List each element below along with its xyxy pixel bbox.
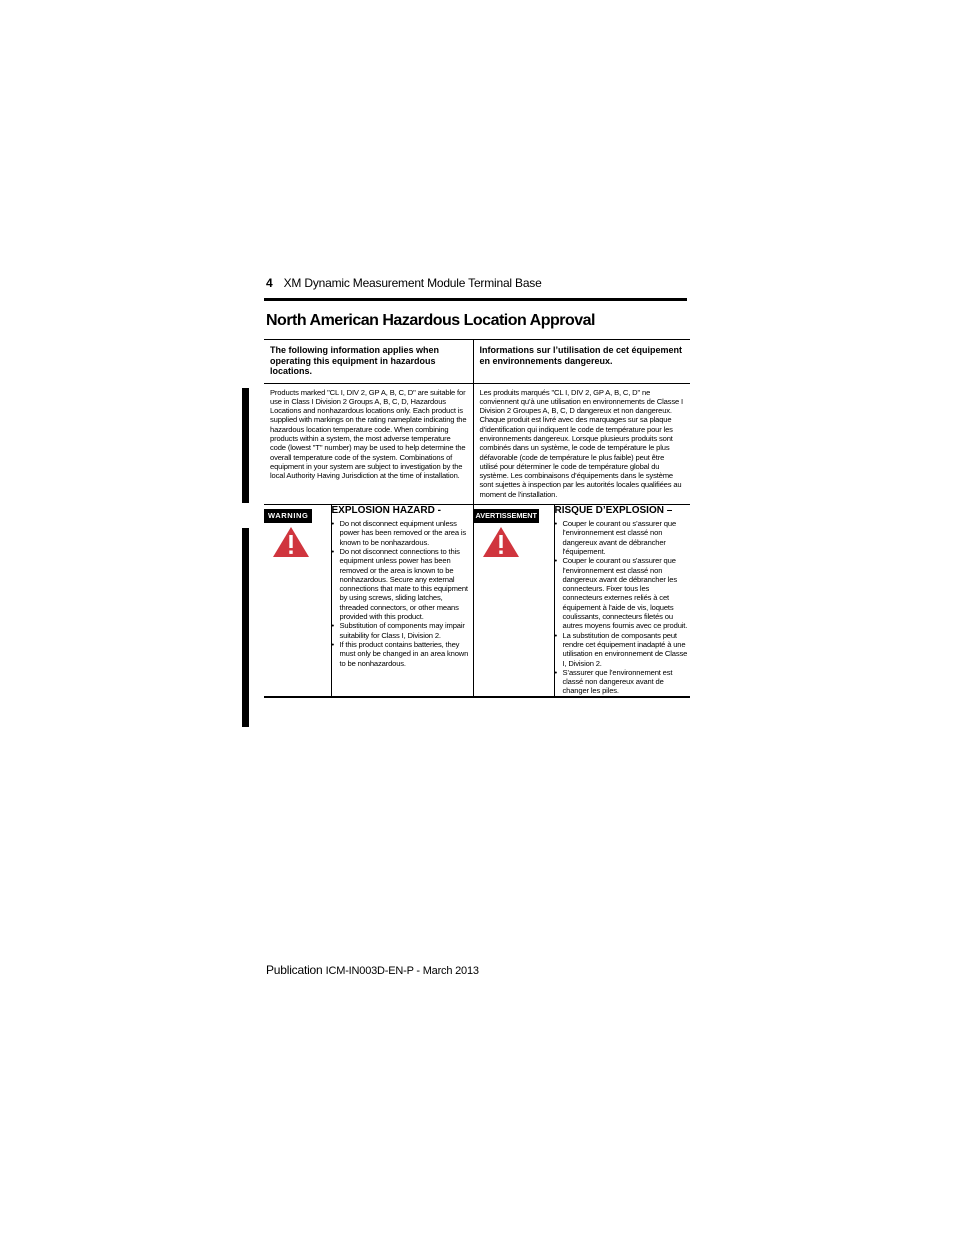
table-warning-row	[264, 505, 690, 697]
avertissement-badge: AVERTISSEMENT	[474, 509, 540, 523]
english-warning-text-cell	[331, 505, 473, 697]
header-rule	[264, 298, 687, 301]
english-warning-badge-cell	[264, 505, 331, 697]
french-warning-list	[555, 519, 691, 696]
warning-triangle-icon	[272, 526, 310, 558]
english-body-text: Products marked "CL I, DIV 2, GP A, B, C, D" are suitable for use in Class I Division 2 Groups A, B, C, D, Hazardous Locations and nonhazardous locations only. Each product is supplied with markings on the rating nameplate indicating the hazardous location temperature code. When combining products within a system, the most adverse temperature code (lowest "T" number) may be used to help determine the overall temperature code of the system. Combinations of equipment in your system are subject to investigation by the local Authority Having Jurisdiction at the time of installation.	[270, 387, 467, 481]
list-item: • Substitution of components may impair suitability for Class I, Division 2.	[332, 621, 473, 640]
french-warning-text-cell	[554, 505, 690, 697]
table-header-row	[264, 340, 690, 384]
risque-explosion-title: RISQUE D’EXPLOSION –	[554, 505, 673, 517]
french-lead-text: Informations sur l’utilisation de cet équipement en environnements dangereux.	[479, 345, 683, 366]
french-body-cell	[473, 383, 690, 505]
english-warning-list	[332, 519, 473, 668]
side-tab-marker-lower	[242, 528, 249, 727]
table-body-row	[264, 383, 690, 505]
publication-footer	[266, 963, 479, 977]
publication-code: ICM-IN003D-EN-P - March 2013	[325, 965, 479, 977]
publication-label: Publication	[266, 963, 323, 977]
section-title: North American Hazardous Location Approval	[266, 312, 595, 329]
side-tab-marker-upper	[242, 388, 249, 503]
list-item: • Couper le courant ou s’assurer que l’environnement est classé non dangereux avant de débrancher l'équipement.	[555, 519, 691, 556]
hazardous-location-table	[264, 339, 690, 698]
list-item: • Do not disconnect equipment unless power has been removed or the area is known to be nonhazardous.	[332, 519, 473, 547]
list-item: • Do not disconnect connections to this equipment unless power has been removed or the area is known to be nonhazardous. Secure any external connections that mate to this equipment by using screws, sliding latches, threaded connectors, or other means provided with this product.	[332, 547, 473, 621]
running-header	[266, 276, 686, 290]
list-item: • S’assurer que l’environnement est classé non dangereux avant de changer les piles.	[555, 668, 691, 696]
english-lead-text: The following information applies when operating this equipment in hazardous locations.	[270, 345, 440, 376]
english-lead-cell	[264, 340, 473, 384]
list-item: • Couper le courant ou s'assurer que l’environnement est classé non dangereux avant de débrancher les connecteurs. Fixer tous les connecteurs externes reliés à cet équipement à l'aide de vis, loquets coulissants, connecteurs filetés ou autres moyens fournis avec ce produit.	[555, 556, 691, 630]
english-body-cell	[264, 383, 473, 505]
page-number: 4	[266, 276, 273, 290]
french-warning-badge-cell	[473, 505, 554, 697]
list-item: • La substitution de composants peut rendre cet équipement inadapté à une utilisation en environnement de Classe I, Division 2.	[555, 631, 691, 668]
list-item: • If this product contains batteries, they must only be changed in an area known to be nonhazardous.	[332, 640, 473, 668]
french-body-text: Les produits marqués "CL I, DIV 2, GP A, B, C, D" ne conviennent qu’à une utilisation en environnements de Classe I Division 2 Groupes A, B, C, D dangereux et non dangereux. Chaque produit est livré avec des marquages sur sa plaque d’identification qui indiquent le code de température pour les environnements dangereux. Lorsque plusieurs produits sont combinés dans un système, le code de température le plus défavorable (code de température le plus faible) peut être utilisé pour déterminer le code de température global du système. Les combinaisons d’équipements dans le système sont sujettes à inspection par les autorités locales qualifiées au moment de l’installation.	[479, 387, 683, 499]
explosion-hazard-title: EXPLOSION HAZARD -	[331, 505, 441, 517]
warning-badge: WARNING	[264, 509, 312, 523]
warning-triangle-icon	[482, 526, 520, 558]
french-lead-cell	[473, 340, 690, 384]
running-title: XM Dynamic Measurement Module Terminal Base	[283, 276, 542, 290]
